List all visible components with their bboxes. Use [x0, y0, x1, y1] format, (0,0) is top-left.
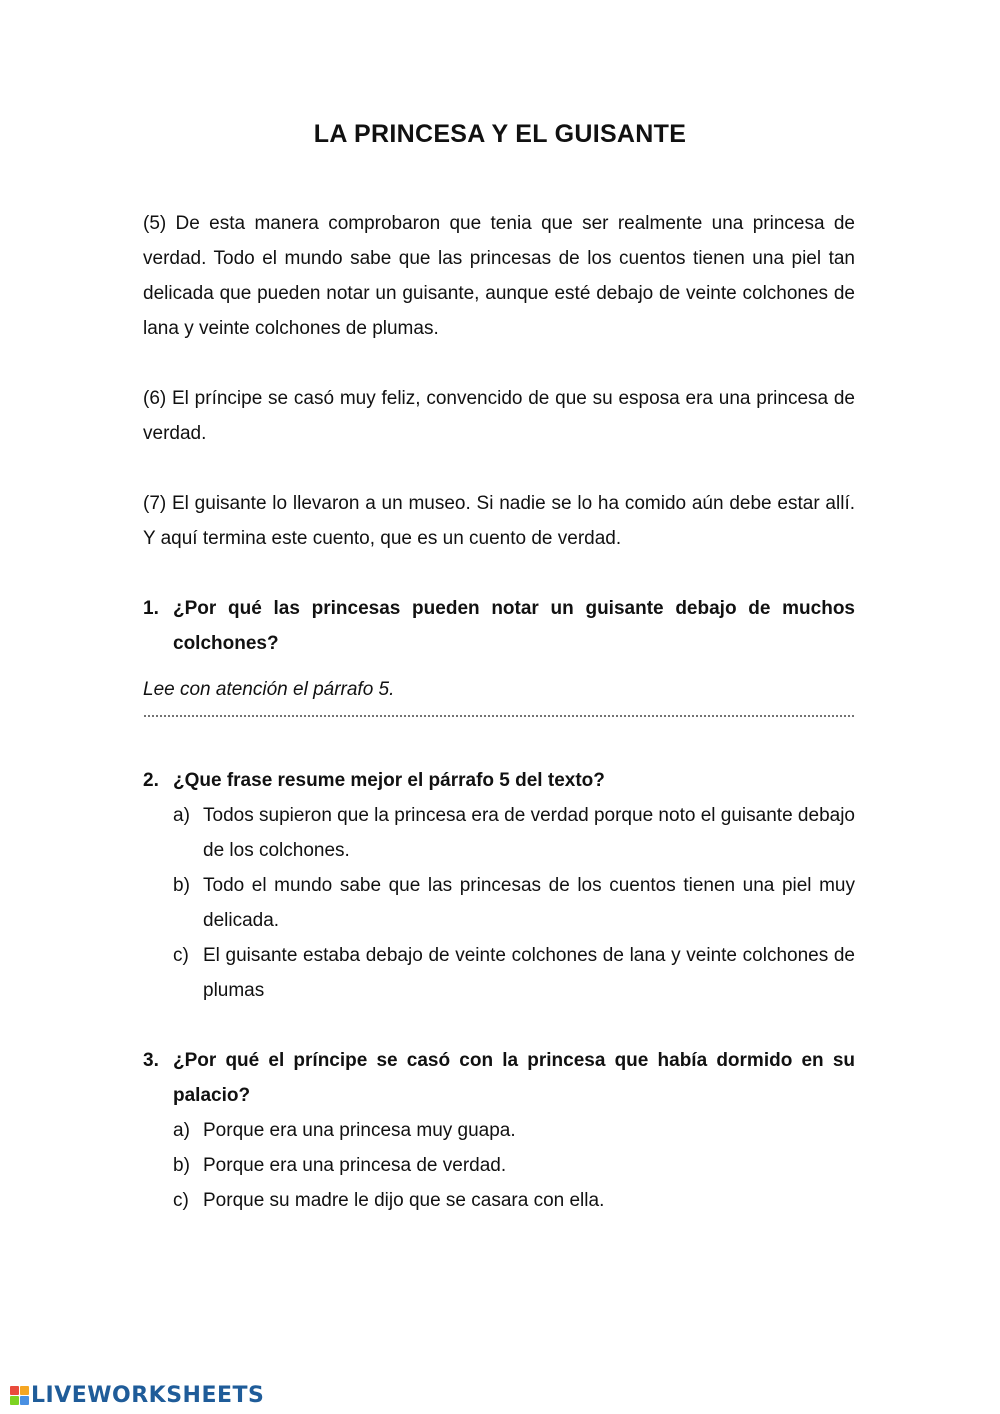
option-text: Todo el mundo sabe que las princesas de los cuentos tienen una piel muy delicada.: [203, 875, 855, 931]
question-1-hint: Lee con atención el párrafo 5.: [143, 679, 395, 700]
option-letter: c): [173, 1190, 189, 1211]
option-text: Porque su madre le dijo que se casara con ella.: [203, 1190, 605, 1211]
option-letter: a): [173, 805, 190, 826]
option-text: Porque era una princesa de verdad.: [203, 1155, 507, 1176]
paragraph-7: (7) El guisante lo llevaron a un museo. Si nadie se lo ha comido aún debe estar allí. Y aquí termina este cuento, que es un cuento de verdad.: [143, 493, 855, 549]
question-2-number: 2.: [143, 770, 159, 791]
question-3-number: 3.: [143, 1050, 159, 1071]
option-c[interactable]: [173, 1183, 855, 1218]
paragraph-5: (5) De esta manera comprobaron que tenia que ser realmente una princesa de verdad. Todo el mundo sabe que las princesas de los cuentos tienen una piel tan delicada que pueden notar un guisante, aunque esté debajo de veinte colchones de lana y veinte colchones de plumas.: [143, 213, 855, 339]
option-a[interactable]: [173, 1113, 855, 1148]
option-letter: b): [173, 1155, 190, 1176]
question-3: [143, 1043, 855, 1113]
option-b[interactable]: [173, 1148, 855, 1183]
paragraph-6: (6) El príncipe se casó muy feliz, convencido de que su esposa era una princesa de verdad.: [143, 388, 855, 444]
option-text: Todos supieron que la princesa era de verdad porque noto el guisante debajo de los colchones.: [203, 805, 855, 861]
liveworksheets-logo-text: LIVEWORKSHEETS: [31, 1382, 265, 1408]
question-1-text: ¿Por qué las princesas pueden notar un guisante debajo de muchos colchones?: [173, 598, 855, 654]
question-2-options: [173, 798, 855, 1008]
question-2: [143, 763, 855, 798]
option-letter: a): [173, 1120, 190, 1141]
liveworksheets-logo-icon: [10, 1386, 29, 1405]
worksheet-body: [143, 206, 855, 1218]
option-letter: b): [173, 875, 190, 896]
option-c[interactable]: [173, 938, 855, 1008]
question-2-text: ¿Que frase resume mejor el párrafo 5 del texto?: [173, 770, 605, 791]
worksheet-title: LA PRINCESA Y EL GUISANTE: [313, 120, 687, 148]
logo-tile-orange: [20, 1386, 29, 1395]
logo-tile-red: [10, 1386, 19, 1395]
question-3-text: ¿Por qué el príncipe se casó con la princesa que había dormido en su palacio?: [173, 1050, 855, 1106]
option-a[interactable]: [173, 798, 855, 868]
option-letter: c): [173, 945, 189, 966]
question-1: [143, 591, 855, 661]
question-3-options: [173, 1113, 855, 1218]
liveworksheets-logo[interactable]: [10, 1382, 264, 1408]
answer-line[interactable]: [143, 715, 855, 717]
option-b[interactable]: [173, 868, 855, 938]
option-text: El guisante estaba debajo de veinte colchones de lana y veinte colchones de plumas: [203, 945, 855, 1001]
logo-tile-green: [10, 1396, 19, 1405]
option-text: Porque era una princesa muy guapa.: [203, 1120, 516, 1141]
question-1-number: 1.: [143, 598, 159, 619]
logo-tile-blue: [20, 1396, 29, 1405]
